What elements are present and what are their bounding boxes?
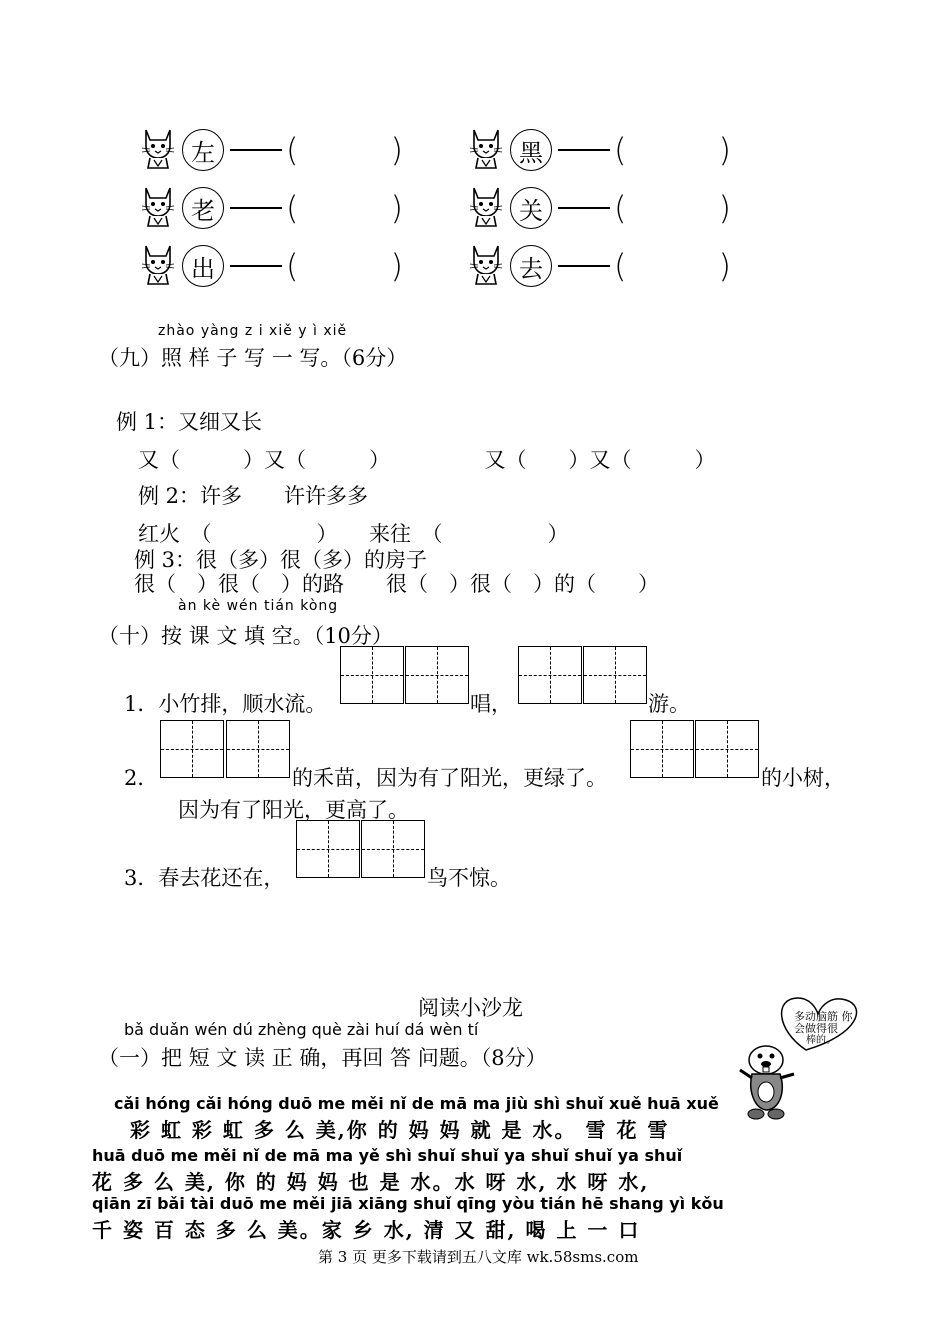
mascot-text-line2: 会做得很 (794, 1022, 838, 1035)
section10-pinyin: àn kè wén tián kòng (178, 598, 339, 614)
dash-line (558, 207, 610, 209)
cat-icon (466, 184, 506, 232)
close-paren: ) (390, 247, 403, 285)
tian-grid-box[interactable] (160, 720, 224, 778)
dash-line (230, 207, 282, 209)
circled-character: 左 (182, 129, 224, 171)
reading-line-text: 花 多 么 美, 你 的 妈 妈 也 是 水。水 呀 水, 水 呀 水, (92, 1170, 650, 1194)
item1-end: 游。 (648, 692, 690, 716)
item2-prefix: 2． (124, 766, 159, 790)
example1-blanks: 又（ ）又（ ） 又（ ）又（ ） (138, 448, 716, 472)
open-paren: ( (286, 131, 299, 169)
item3-end: 鸟不惊。 (427, 866, 511, 890)
dash-line (230, 149, 282, 151)
mascot-text-line3: 棒的。 (806, 1035, 836, 1046)
reading-line-pinyin: qiān zī bǎi tài duō me měi jiā xiāng shuǐ qīng yòu tián hē shang yì kǒu (92, 1194, 724, 1213)
example3-label: 例 3：很（多）很（多）的房子 (134, 548, 428, 572)
tian-grid-box[interactable] (695, 720, 759, 778)
dash-line (230, 265, 282, 267)
tian-grid-box[interactable] (630, 720, 694, 778)
close-paren: ) (718, 131, 731, 169)
match-item (466, 244, 731, 288)
match-item (138, 186, 403, 230)
match-item (466, 186, 731, 230)
open-paren: ( (614, 189, 627, 227)
circled-character: 老 (182, 187, 224, 229)
match-item (466, 128, 731, 172)
example2-label: 例 2：许多 许许多多 (138, 484, 369, 508)
reading-line-text: 千 姿 百 态 多 么 美。家 乡 水, 清 又 甜, 喝 上 一 口 (92, 1218, 641, 1242)
open-paren: ( (614, 247, 627, 285)
close-paren: ) (390, 131, 403, 169)
reading-line-text: 彩 虹 彩 虹 多 么 美,你 的 妈 妈 就 是 水。 雪 花 雪 (130, 1118, 670, 1142)
tian-grid-box[interactable] (405, 646, 469, 704)
match-item (138, 244, 403, 288)
tian-grid-box[interactable] (583, 646, 647, 704)
cat-icon (138, 242, 178, 290)
page-footer: 第 3 页 更多下载请到五八文库 wk.58sms.com (318, 1248, 639, 1266)
open-paren: ( (286, 247, 299, 285)
close-paren: ) (390, 189, 403, 227)
example2-blanks: 红火 （ ） 来往 （ ） (138, 522, 569, 546)
reading-line-pinyin: cǎi hóng cǎi hóng duō me měi nǐ de mā ma jiù shì shuǐ xuě huā xuě (114, 1094, 719, 1113)
item2-mid: 的禾苗，因为有了阳光，更绿了。 (292, 766, 607, 790)
tian-grid-box[interactable] (361, 820, 425, 878)
mascot-illustration (736, 990, 866, 1122)
item1-mid: 唱， (470, 692, 512, 716)
cat-icon (466, 242, 506, 290)
dash-line (558, 149, 610, 151)
open-paren: ( (614, 131, 627, 169)
tian-grid-box[interactable] (296, 820, 360, 878)
example1-label: 例 1：又细又长 (116, 410, 263, 434)
open-paren: ( (286, 189, 299, 227)
mascot-text-line1: 多动脑筋 你 (794, 1010, 853, 1023)
cat-icon (466, 126, 506, 174)
circled-character: 去 (510, 245, 552, 287)
cat-icon (138, 184, 178, 232)
reading-subtitle: （一）把 短 文 读 正 确，再回 答 问题。（8分） (98, 1046, 547, 1070)
example3-blanks: 很（ ）很（ ）的路 很（ ）很（ ）的（ ） (134, 572, 659, 596)
reading-title: 阅读小沙龙 (418, 996, 523, 1020)
item3-prefix: 3．春去花还在， (124, 866, 285, 890)
circled-character: 关 (510, 187, 552, 229)
close-paren: ) (718, 189, 731, 227)
dash-line (558, 265, 610, 267)
section9-pinyin: zhào yàng z i xiě y ì xiě (158, 323, 348, 339)
tian-grid-box[interactable] (518, 646, 582, 704)
item2-end: 的小树， (761, 766, 845, 790)
cat-icon (138, 126, 178, 174)
reading-line-pinyin: huā duō me měi nǐ de mā ma yě shì shuǐ shuǐ ya shuǐ shuǐ ya shuǐ (92, 1146, 683, 1165)
reading-pinyin: bǎ duǎn wén dú zhèng què zài huí dá wèn tí (124, 1020, 479, 1039)
section10-title: （十）按 课 文 填 空。（10分） (98, 624, 393, 648)
tian-grid-box[interactable] (226, 720, 290, 778)
match-item (138, 128, 403, 172)
tian-grid-box[interactable] (340, 646, 404, 704)
item2-line2: 因为有了阳光，更高了。 (178, 798, 409, 822)
circled-character: 出 (182, 245, 224, 287)
item1-prefix: 1．小竹排，顺水流。 (124, 692, 327, 716)
circled-character: 黑 (510, 129, 552, 171)
section9-title: （九）照 样 子 写 一 写。（6分） (98, 346, 408, 370)
close-paren: ) (718, 247, 731, 285)
